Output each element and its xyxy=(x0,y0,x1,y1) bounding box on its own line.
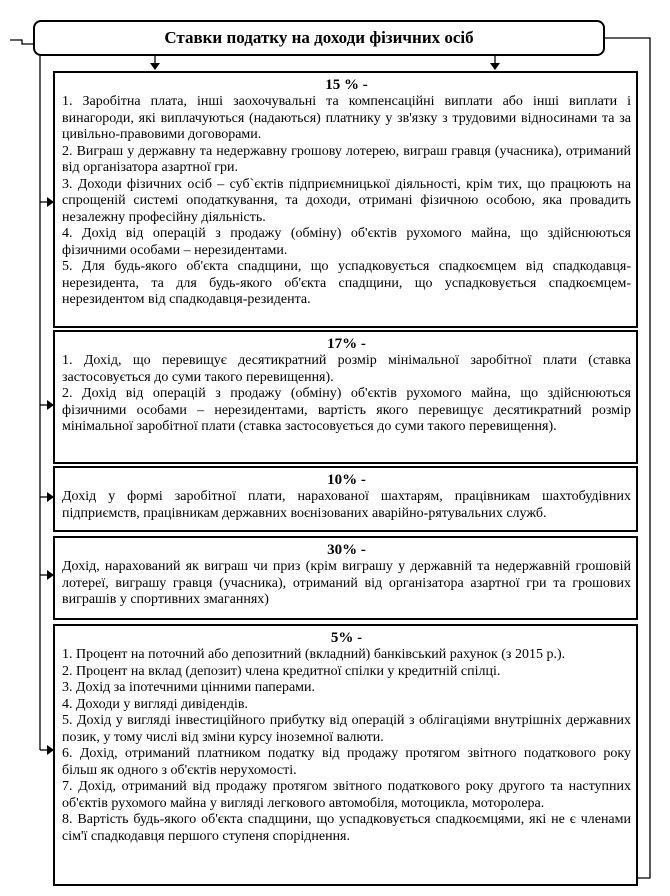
rate-item: 6. Дохід, отриманий платником податку від продажу протягом звітного податкового року більш як одного з об'єктів нерухомості. xyxy=(62,746,631,778)
rate-label: 5% - xyxy=(330,630,363,646)
rate-label: 10% - xyxy=(327,472,366,488)
rate-label: 15 % - xyxy=(325,77,368,93)
arrow-head-down-left xyxy=(150,63,160,70)
rate-item: 4. Дохід від операцій з продажу (обміну) об'єктів рухомого майна, що здійснюються фізичними особами – нерезидентами. xyxy=(62,226,631,258)
rate-item: 3. Доходи фізичних осіб – суб`єктів підприємницької діяльності, крім тих, що працюють на спрощеній системі оподаткування, та доходи, отримані фізичною особою, яка провадить незалежну професійну діяльність. xyxy=(62,176,631,225)
rate-item: Дохід, нарахований як виграш чи приз (крім виграшу у державній та недержавній грошовій лотереї, виграшу гравця (учасника), отриманий від організатора азартної гри та грошових виграшів у спортивних змаганнях) xyxy=(62,559,631,607)
diagram-title: Ставки податку на доходи фізичних осіб xyxy=(33,20,605,56)
rate-item: 8. Вартість будь-якого об'єкта спадщини, що успадковується спадкоємцями, які не є членами сім'ї спадкодавця першого ступеня споріднення. xyxy=(62,812,631,844)
rate-label: 30% - xyxy=(327,542,366,558)
rate-box-30 xyxy=(53,536,638,620)
rate-item: 1. Дохід, що перевищує десятикратний розмір мінімальної заробітної плати (ставка застосовується до суми такого перевищення). xyxy=(62,353,631,385)
rate-box-15 xyxy=(53,71,638,328)
rate-item: 7. Дохід, отриманий від продажу протягом звітного податкового року другого та наступних об'єктів рухомого майна у вигляді легкового автомобіля, мотоцикла, моторолера. xyxy=(62,779,631,811)
rate-box-17 xyxy=(53,330,638,464)
rate-box-5 xyxy=(53,624,638,886)
arrow-head-down-right xyxy=(490,63,500,70)
rate-label: 17% - xyxy=(327,336,366,352)
rate-item: 5. Дохід у вигляді інвестиційного прибутку від операцій з облігаціями внутрішніх державних позик, у тому числі від зміни курсу іноземної валюти. xyxy=(62,713,631,745)
rate-item: 1. Процент на поточний або депозитний (вкладний) банківський рахунок (з 2015 р.). xyxy=(62,647,566,662)
rate-item: 1. Заробітна плата, інші заохочувальні та компенсаційні виплати або інші виплати і винагороди, які виплачуються (надаються) платнику у зв'язку з трудовими відносинами та за цивільно-правовими договорами. xyxy=(62,94,631,142)
rate-item: 2. Дохід від операцій з продажу (обміну) об'єктів рухомого майна, що здійснюються фізичними особами – нерезидентами, вартість якого перевищує десятикратний розмір мінімальної заробітної плати (ставка застосовується до суми такого перевищення). xyxy=(62,386,631,434)
rate-item: 4. Доходи у вигляді дивідендів. xyxy=(62,696,249,712)
rate-item: 3. Дохід за іпотечними цінними паперами. xyxy=(62,680,316,695)
rate-item: 5. Для будь-якого об'єкта спадщини, що успадковується спадкоємцем від спадкодавця-нерезидента, та для будь-якого об'єкта спадщини, що успадковується спадкоємцем-нерезидентом від спадкодавця-резидента. xyxy=(62,259,631,307)
rate-item: Дохід у формі заробітної плати, нарахованої шахтарям, працівникам шахтобудівних підприємств, працівникам державних воєнізованих аварійно-рятувальних служб. xyxy=(62,489,631,521)
rate-item: 2. Виграш у державну та недержавну грошову лотерею, виграш гравця (учасника), отриманий від організатора азартної гри. xyxy=(62,143,631,175)
rate-box-10 xyxy=(53,466,638,532)
left-trunk-line xyxy=(10,40,33,44)
rate-item: 2. Процент на вклад (депозит) члена кредитної спілки у кредитній спілці. xyxy=(62,663,501,679)
